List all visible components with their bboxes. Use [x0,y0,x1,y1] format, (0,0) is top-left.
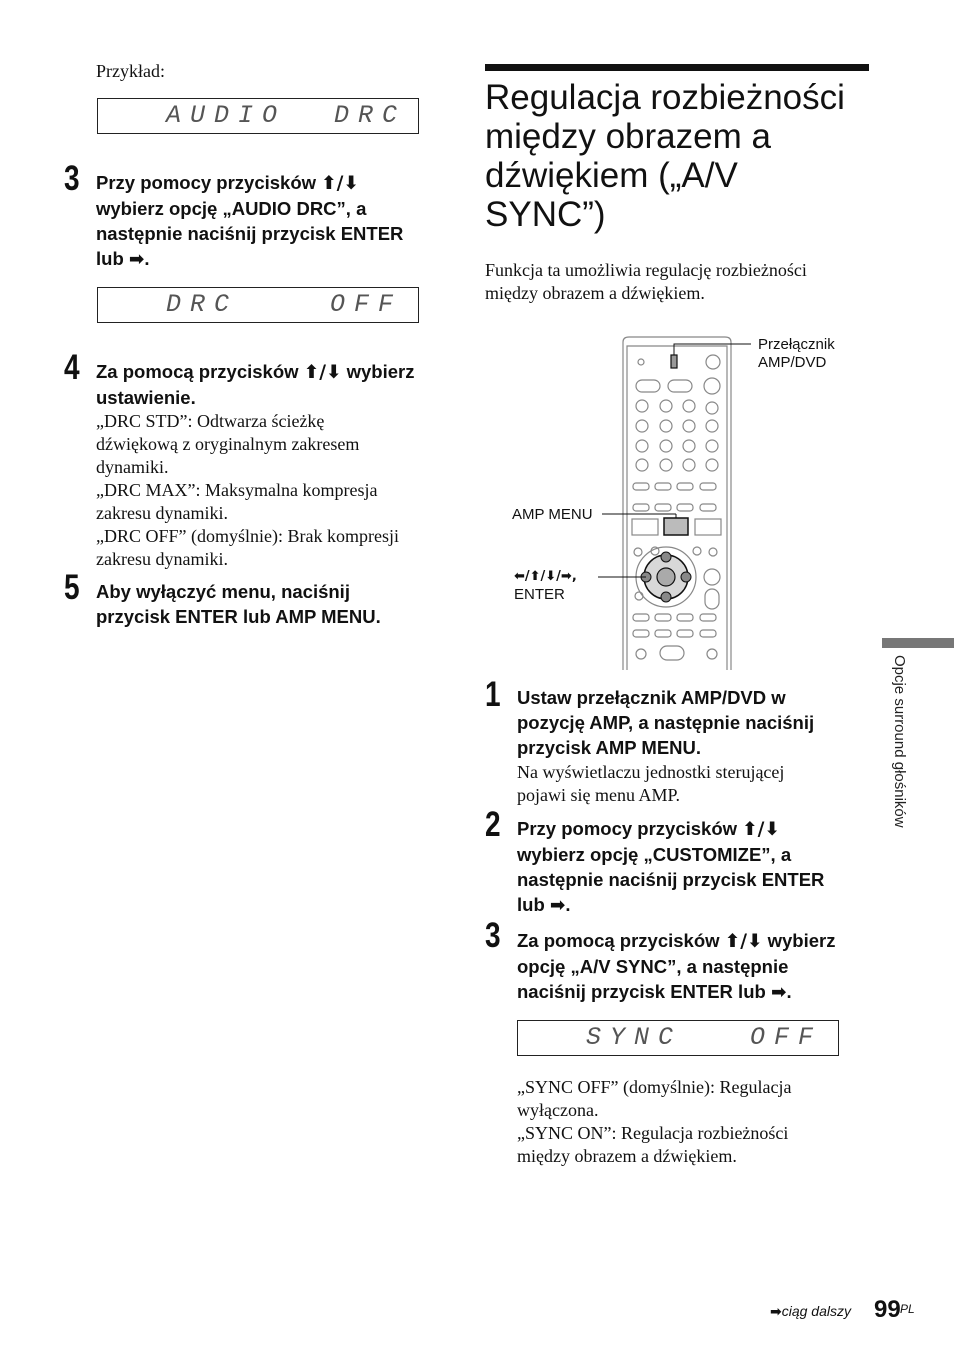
step-text: następnie naciśnij przycisk ENTER [96,223,404,244]
step-4-body [96,410,456,571]
step-text: następnie naciśnij przycisk ENTER [517,869,825,890]
step-text: przycisk ENTER lub AMP MENU. [96,606,381,627]
callout-amp-menu: AMP MENU [512,506,593,523]
step-text: wybierz opcję „AUDIO DRC”, a [96,198,367,219]
intro-paragraph [485,259,885,305]
title-line: Regulacja rozbieżności [485,78,845,117]
step-1-body [517,761,877,807]
step-number: 5 [64,568,80,607]
lcd-text-right: OFF [750,1023,823,1052]
lcd-text-left: SYNC [586,1023,683,1052]
body-line: „DRC STD”: Odtwarza ścieżkę [96,411,325,431]
step-text: opcję „A/V SYNC”, a następnie [517,956,789,977]
body-line: „DRC MAX”: Maksymalna kompresja [96,480,378,500]
side-section-label: Opcje surround głośników [891,655,908,828]
title-line: dźwiękiem („A/V [485,156,738,195]
right-arrow-icon: ➡ [770,1304,782,1320]
body-line: między obrazem a dźwiękiem. [485,283,705,303]
step-number: 1 [485,675,501,714]
step-text: . [144,248,150,269]
step-text: Za pomocą przycisków [517,930,725,951]
language-code: PL [900,1302,915,1316]
step-3-instruction [517,928,897,1005]
step-text: Ustaw przełącznik AMP/DVD w [517,687,786,708]
step-text: . [786,981,792,1002]
callout-amp-dvd-switch [758,336,835,372]
step-text: Za pomocą przycisków [96,361,304,382]
right-arrow-icon: ➡ [770,982,787,1003]
body-line: zakresu dynamiki. [96,549,228,569]
section-title [485,78,885,234]
step-text: wybierz [762,930,836,951]
directional-pad[interactable] [641,552,691,602]
callout-line: Przełącznik [758,336,835,353]
body-line: dźwiękową z oryginalnym zakresem [96,434,360,454]
continued-note [770,1300,851,1323]
section-tab-marker [882,638,954,648]
title-line: między obrazem a [485,117,771,156]
step-text: Przy pomocy przycisków [517,818,743,839]
up-down-arrows-icon: ⬆/⬇ [724,931,763,952]
step-text: ustawienie. [96,387,196,408]
remote-control-illustration [505,334,885,674]
step-number: 2 [485,805,501,844]
remote-control-figure [505,334,885,674]
title-line: SYNC”) [485,195,606,234]
body-line: pojawi się menu AMP. [517,785,681,805]
lcd-display-sync-off [517,1020,839,1056]
step-text: wybierz opcję „CUSTOMIZE”, a [517,844,792,865]
step-text: pozycję AMP, a następnie naciśnij [517,712,815,733]
body-line: „DRC OFF” (domyślnie): Brak kompresji [96,526,399,546]
step-5-instruction [96,579,456,629]
page-number: 99 [874,1296,901,1323]
amp-menu-button[interactable] [664,518,688,535]
step-text: . [565,894,571,915]
body-line: dynamiki. [96,457,169,477]
step-text: wybierz [341,361,415,382]
step-4-instruction [96,359,456,410]
sync-options-body [517,1076,877,1168]
step-text: lub [517,894,550,915]
body-line: między obrazem a dźwiękiem. [517,1146,737,1166]
lcd-text-left: DRC [166,290,239,319]
step-text: Aby wyłączyć menu, naciśnij [96,581,350,602]
arrows-icon: ⬅/⬆/⬇/➡, [514,569,577,584]
up-down-arrows-icon: ⬆/⬇ [303,362,342,383]
up-down-arrows-icon: ⬆/⬇ [742,819,780,840]
right-arrow-icon: ➡ [549,895,566,916]
step-1-instruction [517,685,877,760]
title-rule [485,64,869,71]
right-arrow-icon: ➡ [128,249,145,270]
step-number: 3 [64,159,80,198]
body-line: zakresu dynamiki. [96,503,228,523]
callout-line: ENTER [514,586,565,603]
body-line: Na wyświetlaczu jednostki sterującej [517,762,785,782]
callout-arrows-enter [514,567,577,604]
lcd-text-right: OFF [330,290,403,319]
up-down-arrows-icon: ⬆/⬇ [321,173,359,194]
step-text: naciśnij przycisk ENTER lub [517,981,771,1002]
body-line: „SYNC OFF” (domyślnie): Regulacja [517,1077,792,1097]
continued-text: ciąg dalszy [781,1303,851,1319]
lcd-text-right: DRC [334,101,407,130]
body-line: „SYNC ON”: Regulacja rozbieżności [517,1123,789,1143]
lcd-text-left: AUDIO [166,101,287,130]
step-text: przycisk AMP MENU. [517,737,702,758]
step-number: 4 [64,348,80,387]
amp-dvd-switch[interactable] [671,355,677,368]
step-text: lub [96,248,129,269]
body-line: Funkcja ta umożliwia regulację rozbieżności [485,260,807,280]
example-label: Przykład: [96,61,165,81]
step-number: 3 [485,916,501,955]
step-text: Przy pomocy przycisków [96,172,322,193]
callout-line: AMP/DVD [758,354,827,371]
lcd-display-drc-off [97,287,419,323]
lcd-display-audio-drc [97,98,419,134]
body-line: wyłączona. [517,1100,599,1120]
step-3-instruction [96,170,456,272]
step-2-instruction [517,816,877,918]
